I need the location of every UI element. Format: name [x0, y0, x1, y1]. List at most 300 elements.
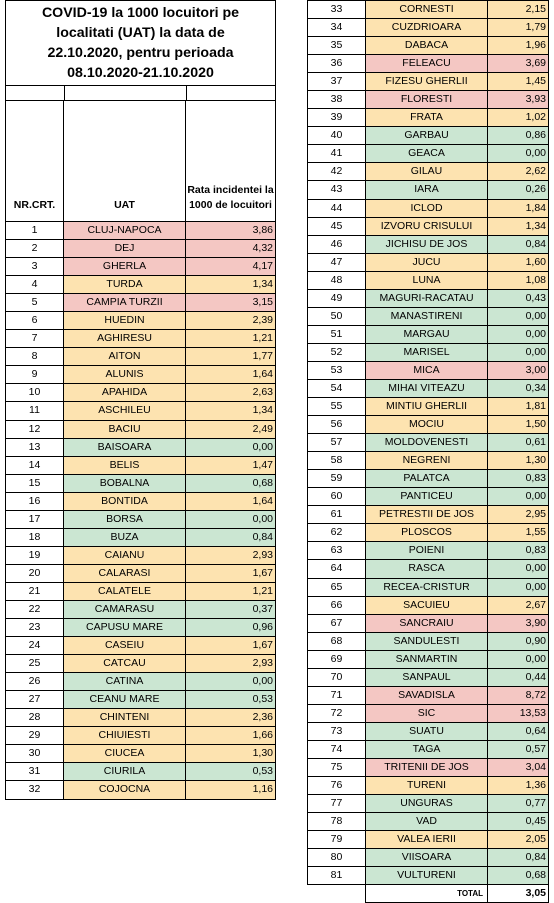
table-row [308, 217, 549, 235]
row-number: 39 [308, 109, 366, 127]
row-number: 49 [308, 289, 366, 307]
row-rate: 13,53 [488, 704, 549, 722]
row-rate: 0,00 [186, 673, 276, 691]
row-number: 13 [6, 438, 64, 456]
row-rate: 0,00 [186, 438, 276, 456]
table-row [308, 542, 549, 560]
total-empty-cell [308, 885, 366, 903]
row-rate: 0,00 [488, 650, 549, 668]
row-uat: CEANU MARE [64, 691, 186, 709]
row-uat: UNGURAS [366, 795, 488, 813]
row-number: 46 [308, 235, 366, 253]
row-number: 72 [308, 704, 366, 722]
row-number: 25 [6, 655, 64, 673]
row-number: 65 [308, 578, 366, 596]
row-number: 1 [6, 222, 64, 240]
row-number: 67 [308, 614, 366, 632]
row-number: 47 [308, 253, 366, 271]
row-number: 44 [308, 199, 366, 217]
row-rate: 0,77 [488, 795, 549, 813]
table-row [6, 745, 276, 763]
row-rate: 0,57 [488, 740, 549, 758]
row-uat: IZVORU CRISULUI [366, 217, 488, 235]
row-number: 77 [308, 795, 366, 813]
row-number: 74 [308, 740, 366, 758]
incidence-table-right [307, 0, 549, 903]
row-uat: CHINTENI [64, 709, 186, 727]
table-row [6, 402, 276, 420]
table-row [308, 398, 549, 416]
table-row [308, 632, 549, 650]
row-rate: 1,55 [488, 524, 549, 542]
row-rate: 1,50 [488, 416, 549, 434]
row-uat: CUZDRIOARA [366, 19, 488, 37]
row-rate: 0,84 [488, 235, 549, 253]
row-number: 48 [308, 271, 366, 289]
row-rate: 2,05 [488, 831, 549, 849]
table-row [308, 235, 549, 253]
row-number: 18 [6, 528, 64, 546]
table-row [308, 289, 549, 307]
row-rate: 0,00 [488, 343, 549, 361]
row-number: 68 [308, 632, 366, 650]
row-rate: 0,64 [488, 722, 549, 740]
table-row [6, 709, 276, 727]
total-rate: 3,05 [488, 885, 549, 903]
row-number: 41 [308, 145, 366, 163]
row-uat: VALEA IERII [366, 831, 488, 849]
table-row [6, 294, 276, 312]
row-number: 8 [6, 348, 64, 366]
table-row [308, 578, 549, 596]
row-number: 11 [6, 402, 64, 420]
table-row [308, 199, 549, 217]
row-rate: 1,36 [488, 777, 549, 795]
table-row [6, 330, 276, 348]
left-panel [5, 0, 276, 800]
row-uat: DABACA [366, 37, 488, 55]
row-rate: 0,37 [186, 600, 276, 618]
row-uat: CATCAU [64, 655, 186, 673]
row-rate: 2,15 [488, 1, 549, 19]
row-number: 2 [6, 240, 64, 258]
table-row [6, 727, 276, 745]
row-rate: 3,90 [488, 614, 549, 632]
row-rate: 0,00 [488, 578, 549, 596]
spacer-row [5, 86, 276, 100]
row-uat: APAHIDA [64, 384, 186, 402]
row-number: 34 [308, 19, 366, 37]
table-row [308, 109, 549, 127]
row-number: 78 [308, 813, 366, 831]
row-uat: SANCRAIU [366, 614, 488, 632]
row-number: 52 [308, 343, 366, 361]
row-uat: SAVADISLA [366, 686, 488, 704]
row-rate: 1,66 [186, 727, 276, 745]
table-row [308, 650, 549, 668]
row-uat: MOLDOVENESTI [366, 434, 488, 452]
table-row [6, 348, 276, 366]
table-row [308, 831, 549, 849]
row-uat: JICHISU DE JOS [366, 235, 488, 253]
row-rate: 0,00 [488, 145, 549, 163]
row-number: 6 [6, 312, 64, 330]
row-uat: BACIU [64, 420, 186, 438]
row-uat: AITON [64, 348, 186, 366]
row-uat: CIURILA [64, 763, 186, 781]
row-uat: BOBALNA [64, 474, 186, 492]
row-rate: 1,47 [186, 456, 276, 474]
row-number: 80 [308, 849, 366, 867]
table-row [308, 867, 549, 885]
table-row [308, 325, 549, 343]
table-row [308, 19, 549, 37]
table-row [6, 655, 276, 673]
row-uat: RECEA-CRISTUR [366, 578, 488, 596]
table-row [308, 145, 549, 163]
table-row [308, 470, 549, 488]
row-rate: 1,21 [186, 582, 276, 600]
row-number: 12 [6, 420, 64, 438]
table-row [308, 668, 549, 686]
right-panel [307, 0, 550, 903]
row-uat: VULTURENI [366, 867, 488, 885]
row-rate: 1,64 [186, 492, 276, 510]
row-number: 5 [6, 294, 64, 312]
page-title [5, 0, 276, 86]
table-row [6, 582, 276, 600]
total-row [308, 885, 549, 903]
row-number: 61 [308, 506, 366, 524]
row-rate: 3,04 [488, 758, 549, 776]
row-rate: 0,00 [186, 510, 276, 528]
row-number: 60 [308, 488, 366, 506]
row-uat: GILAU [366, 163, 488, 181]
row-uat: GEACA [366, 145, 488, 163]
table-row [6, 474, 276, 492]
table-row [308, 614, 549, 632]
row-rate: 0,34 [488, 379, 549, 397]
row-number: 55 [308, 398, 366, 416]
row-rate: 1,34 [186, 402, 276, 420]
row-number: 23 [6, 619, 64, 637]
row-uat: IARA [366, 181, 488, 199]
table-row [308, 343, 549, 361]
row-uat: AGHIRESU [64, 330, 186, 348]
row-rate: 2,93 [186, 655, 276, 673]
table-row [6, 240, 276, 258]
row-uat: VAD [366, 813, 488, 831]
row-rate: 2,49 [186, 420, 276, 438]
row-uat: JUCU [366, 253, 488, 271]
table-row [308, 506, 549, 524]
table-row [308, 722, 549, 740]
row-uat: MINTIU GHERLII [366, 398, 488, 416]
row-number: 19 [6, 546, 64, 564]
row-number: 35 [308, 37, 366, 55]
table-row [6, 420, 276, 438]
row-uat: MOCIU [366, 416, 488, 434]
row-uat: PETRESTII DE JOS [366, 506, 488, 524]
row-number: 69 [308, 650, 366, 668]
table-row [308, 181, 549, 199]
row-uat: SANDULESTI [366, 632, 488, 650]
row-rate: 1,77 [186, 348, 276, 366]
row-rate: 4,17 [186, 258, 276, 276]
row-rate: 1,45 [488, 73, 549, 91]
table-row [6, 619, 276, 637]
row-uat: CALATELE [64, 582, 186, 600]
header-uat: UAT [64, 101, 186, 222]
table-row [308, 434, 549, 452]
row-number: 4 [6, 276, 64, 294]
table-row [308, 524, 549, 542]
row-rate: 2,93 [186, 546, 276, 564]
row-uat: FELEACU [366, 55, 488, 73]
row-number: 59 [308, 470, 366, 488]
row-rate: 0,43 [488, 289, 549, 307]
row-number: 30 [6, 745, 64, 763]
table-row [6, 673, 276, 691]
row-rate: 2,63 [186, 384, 276, 402]
table-row [308, 686, 549, 704]
table-row [308, 163, 549, 181]
row-number: 22 [6, 600, 64, 618]
row-rate: 3,93 [488, 91, 549, 109]
row-uat: CHIUIESTI [64, 727, 186, 745]
row-uat: CORNESTI [366, 1, 488, 19]
row-uat: MANASTIRENI [366, 307, 488, 325]
table-row [308, 55, 549, 73]
row-number: 40 [308, 127, 366, 145]
row-number: 42 [308, 163, 366, 181]
table-row [308, 704, 549, 722]
row-rate: 8,72 [488, 686, 549, 704]
row-uat: TURDA [64, 276, 186, 294]
row-number: 73 [308, 722, 366, 740]
row-number: 56 [308, 416, 366, 434]
row-uat: CIUCEA [64, 745, 186, 763]
row-number: 31 [6, 763, 64, 781]
row-rate: 0,84 [186, 528, 276, 546]
row-uat: CAMPIA TURZII [64, 294, 186, 312]
row-rate: 0,53 [186, 763, 276, 781]
row-uat: CALARASI [64, 564, 186, 582]
row-uat: HUEDIN [64, 312, 186, 330]
row-rate: 1,08 [488, 271, 549, 289]
title-line: 22.10.2020, pentru perioada [47, 45, 234, 61]
table-header [6, 101, 276, 222]
row-uat: DEJ [64, 240, 186, 258]
row-uat: MICA [366, 361, 488, 379]
row-rate: 0,68 [488, 867, 549, 885]
table-row [6, 276, 276, 294]
row-uat: TAGA [366, 740, 488, 758]
row-uat: SANPAUL [366, 668, 488, 686]
row-rate: 1,21 [186, 330, 276, 348]
row-rate: 2,95 [488, 506, 549, 524]
row-uat: SANMARTIN [366, 650, 488, 668]
total-label: TOTAL [366, 885, 488, 903]
row-uat: MARGAU [366, 325, 488, 343]
row-number: 75 [308, 758, 366, 776]
row-number: 53 [308, 361, 366, 379]
row-uat: PLOSCOS [366, 524, 488, 542]
table-row [6, 546, 276, 564]
table-row [6, 456, 276, 474]
table-row [308, 91, 549, 109]
row-rate: 0,83 [488, 542, 549, 560]
row-uat: RASCA [366, 560, 488, 578]
row-rate: 1,30 [488, 452, 549, 470]
row-uat: BELIS [64, 456, 186, 474]
table-row [6, 312, 276, 330]
row-number: 16 [6, 492, 64, 510]
table-row [6, 510, 276, 528]
row-rate: 3,15 [186, 294, 276, 312]
row-rate: 0,84 [488, 849, 549, 867]
row-uat: BAISOARA [64, 438, 186, 456]
row-rate: 4,32 [186, 240, 276, 258]
row-number: 10 [6, 384, 64, 402]
row-uat: CLUJ-NAPOCA [64, 222, 186, 240]
row-rate: 0,53 [186, 691, 276, 709]
row-rate: 0,26 [488, 181, 549, 199]
row-rate: 1,96 [488, 37, 549, 55]
row-rate: 0,00 [488, 325, 549, 343]
row-number: 79 [308, 831, 366, 849]
row-uat: BUZA [64, 528, 186, 546]
row-rate: 1,79 [488, 19, 549, 37]
table-row [308, 379, 549, 397]
row-rate: 1,16 [186, 781, 276, 799]
row-uat: MIHAI VITEAZU [366, 379, 488, 397]
table-row [6, 637, 276, 655]
row-rate: 0,00 [488, 307, 549, 325]
row-number: 15 [6, 474, 64, 492]
row-rate: 0,86 [488, 127, 549, 145]
row-number: 70 [308, 668, 366, 686]
row-uat: FLORESTI [366, 91, 488, 109]
table-row [6, 258, 276, 276]
title-line: COVID-19 la 1000 locuitori pe [41, 5, 240, 21]
row-uat: CAMARASU [64, 600, 186, 618]
table-row [308, 37, 549, 55]
table-row [308, 361, 549, 379]
row-number: 64 [308, 560, 366, 578]
table-row [308, 271, 549, 289]
row-number: 21 [6, 582, 64, 600]
table-row [308, 813, 549, 831]
row-rate: 1,84 [488, 199, 549, 217]
table-row [308, 73, 549, 91]
table-row [6, 528, 276, 546]
row-rate: 2,62 [488, 163, 549, 181]
table-row [308, 488, 549, 506]
row-number: 62 [308, 524, 366, 542]
row-rate: 1,81 [488, 398, 549, 416]
table-row [6, 691, 276, 709]
row-uat: TURENI [366, 777, 488, 795]
table-row [6, 600, 276, 618]
table-row [308, 416, 549, 434]
header-rate: Rata incidentei la 1000 de locuitori [186, 101, 276, 222]
row-number: 38 [308, 91, 366, 109]
row-uat: BONTIDA [64, 492, 186, 510]
row-rate: 3,86 [186, 222, 276, 240]
row-number: 27 [6, 691, 64, 709]
table-row [308, 127, 549, 145]
table-row [308, 777, 549, 795]
row-uat: FIZESU GHERLII [366, 73, 488, 91]
row-number: 32 [6, 781, 64, 799]
row-uat: PANTICEU [366, 488, 488, 506]
row-uat: SIC [366, 704, 488, 722]
row-uat: POIENI [366, 542, 488, 560]
row-uat: ICLOD [366, 199, 488, 217]
row-rate: 1,67 [186, 564, 276, 582]
row-number: 76 [308, 777, 366, 795]
table-row [6, 384, 276, 402]
table-row [6, 366, 276, 384]
row-number: 43 [308, 181, 366, 199]
row-rate: 0,00 [488, 488, 549, 506]
row-rate: 0,44 [488, 668, 549, 686]
row-uat: NEGRENI [366, 452, 488, 470]
row-uat: CASEIU [64, 637, 186, 655]
row-number: 57 [308, 434, 366, 452]
row-number: 17 [6, 510, 64, 528]
table-row [308, 253, 549, 271]
table-row [308, 560, 549, 578]
row-rate: 1,34 [488, 217, 549, 235]
row-number: 20 [6, 564, 64, 582]
row-rate: 2,67 [488, 596, 549, 614]
row-uat: SUATU [366, 722, 488, 740]
row-rate: 3,69 [488, 55, 549, 73]
row-uat: CATINA [64, 673, 186, 691]
row-rate: 0,61 [488, 434, 549, 452]
row-rate: 3,00 [488, 361, 549, 379]
table-row [6, 781, 276, 799]
incidence-table-left [5, 100, 276, 800]
table-row [6, 438, 276, 456]
title-line: 08.10.2020-21.10.2020 [67, 65, 214, 81]
row-number: 50 [308, 307, 366, 325]
row-uat: BORSA [64, 510, 186, 528]
row-rate: 1,64 [186, 366, 276, 384]
table-row [6, 564, 276, 582]
row-number: 24 [6, 637, 64, 655]
row-uat: CAPUSU MARE [64, 619, 186, 637]
row-rate: 1,30 [186, 745, 276, 763]
row-uat: GHERLA [64, 258, 186, 276]
row-uat: MAGURI-RACATAU [366, 289, 488, 307]
row-number: 33 [308, 1, 366, 19]
row-rate: 0,00 [488, 560, 549, 578]
table-row [308, 452, 549, 470]
row-uat: FRATA [366, 109, 488, 127]
row-number: 9 [6, 366, 64, 384]
row-uat: ALUNIS [64, 366, 186, 384]
row-number: 54 [308, 379, 366, 397]
row-number: 63 [308, 542, 366, 560]
row-rate: 0,68 [186, 474, 276, 492]
table-row [308, 758, 549, 776]
row-rate: 1,67 [186, 637, 276, 655]
row-rate: 1,02 [488, 109, 549, 127]
header-nr: NR.CRT. [6, 101, 64, 222]
